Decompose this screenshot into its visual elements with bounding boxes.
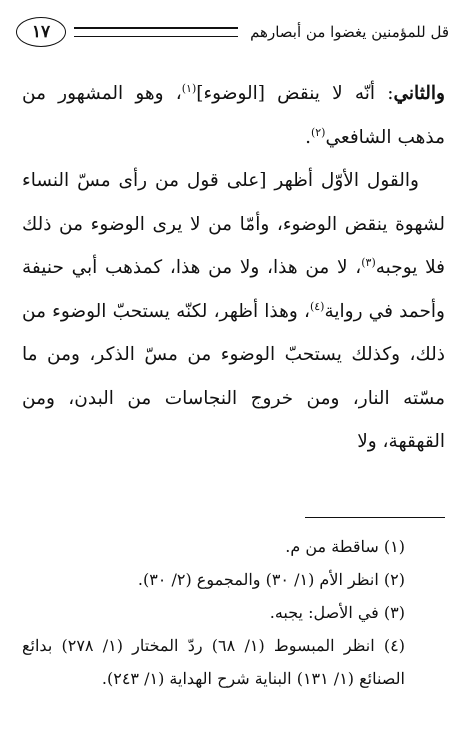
paragraph-2-text-c: ، وهذا أظهر، لكنّه يستحبّ الوضوء من ذلك، وكذلك يستحبّ الوضوء من مسّ الذكر، ومن ما مسّته النار، ومن خروج النجاسات من البدن، ومن القهقهة، ولا — [22, 300, 445, 452]
header-rule — [74, 27, 238, 37]
running-head: قل للمؤمنين يغضوا من أبصارهم — [250, 23, 449, 41]
page-header — [16, 14, 449, 50]
paragraph-1-end: . — [305, 126, 311, 148]
main-text — [22, 72, 445, 464]
paragraph-2-text-a: والقول الأوّل أظهر [على قول من رأى مسّ النساء لشهوة ينقض الوضوء، وأمّا من لا يرى الوضوء من ذلك فلا يوجبه — [22, 170, 445, 278]
paragraph-2 — [22, 159, 445, 464]
footnote-ref-3: (٣) — [361, 255, 376, 269]
footnote-3: (٣) في الأصل: يجبه. — [269, 603, 405, 622]
footnote-separator — [305, 517, 445, 518]
footnote-ref-2: (٢) — [310, 125, 326, 139]
page-number: ١٧ — [16, 17, 66, 47]
paragraph-1-lead: والثاني — [393, 83, 445, 104]
footnote-1: (١) ساقطة من م. — [285, 537, 405, 556]
footnote-4: (٤) انظر المبسوط (١/ ٦٨) ردّ المختار (١/ ٢٧٨) بدائع الصنائع (١/ ١٣١) البناية شرح الهداية (١/ ٢٤٣). — [22, 636, 406, 688]
footnote-2: (٢) انظر الأم (١/ ٣٠) والمجموع (٢/ ٣٠). — [137, 570, 405, 589]
footnote-ref-4: (٤) — [309, 299, 325, 313]
paragraph-1-text-b: ، وهو المشهور من مذهب الشافعي — [22, 83, 445, 148]
footnotes — [22, 530, 445, 695]
paragraph-1 — [22, 72, 445, 159]
paragraph-1-text-a: : أنّه لا ينقض [الوضوء] — [196, 83, 394, 104]
paragraph-2-text-b: ، لا من هذا، ولا من هذا، كمذهب أبي حنيفة وأحمد في رواية — [22, 257, 445, 322]
footnote-ref-1: (١) — [181, 81, 197, 95]
